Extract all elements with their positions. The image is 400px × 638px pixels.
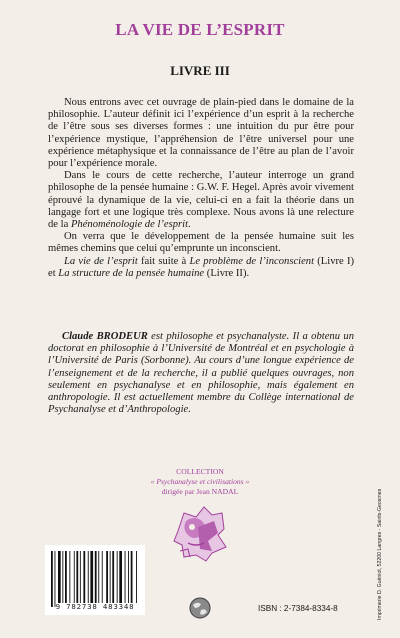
collection-label: COLLECTION [176, 467, 224, 476]
barcode-bar [95, 551, 97, 603]
description-paragraph [48, 170, 354, 231]
barcode-bar [55, 551, 56, 607]
author-name: Claude BRODEUR [62, 331, 148, 342]
book-title: LA VIE DE L’ESPRIT [115, 20, 285, 39]
barcode-bar [69, 551, 70, 603]
barcode-bar [80, 551, 81, 603]
book-subtitle: LIVRE III [170, 63, 230, 78]
italic-title-text: Phénoménologie de l’esprit [70, 219, 189, 231]
barcode-bar [90, 551, 93, 603]
paragraph-text: On verra que le développement de la pensée humaine suit les mêmes chemins que celui qu’emprunte un inconscient. [48, 231, 354, 255]
barcode-bar [117, 551, 118, 603]
barcode-bar [128, 551, 129, 603]
paragraph-text: fait suite à [137, 255, 190, 267]
author-bio [48, 331, 354, 416]
barcode-bar [136, 551, 137, 603]
description-paragraph [48, 97, 354, 170]
barcode-bar [83, 551, 85, 603]
italic-title-text: Le problème de l’inconscient [189, 255, 315, 267]
barcode-bar [106, 551, 108, 603]
barcode-bar [62, 551, 63, 603]
barcode-bar [112, 551, 114, 603]
isbn: ISBN : 2-7384-8334-8 [258, 604, 338, 613]
collection-director: dirigée par Jean NADAL [161, 487, 239, 496]
paragraph-text: Nous entrons avec cet ouvrage de plain-pied dans le domaine de la philosophie. L’auteur définit ici l’expérience d’un esprit à la recherche de l’être sous ses diverses formes : une intuition du pur être pour l’expérience mystique, l’appréhension de l’être universel pour une expérience métaphysique et la connaissance de l’être au plan de l’avoir pour l’expérience morale. [48, 97, 354, 170]
paragraph-text: (Livre I) et [48, 255, 354, 279]
paragraph-text: . [188, 219, 191, 231]
paragraph-text: Dans le cours de cette recherche, l’auteur interroge un grand philosophe de la pensée humaine : G.W. F. Hegel. Après avoir vivement éprouvé la dynamique de la vie, celui-ci en a fait la théorie dans un langage fort et une logique très complexe. Nous avons là une relecture de la [48, 170, 354, 231]
barcode-bar [58, 551, 61, 603]
italic-title-text: La vie de l’esprit [64, 255, 138, 267]
description-paragraph [48, 256, 354, 280]
printer-imprint: Imprimerie D. Guéniot, 52200 Langres - Saints-Geosmes [377, 488, 383, 620]
author-bio-text: est philosophe et psychanalyste. Il a obtenu un doctorat en philosophie à l’Université de Montréal et en psychologie à l’Université de Paris (Sorbonne). Au cours d’une longue expérience de l’enseignement et de la recherche, il a publié quelques ouvrages, non seulement en psychanalyse et en philosophie, mais également en anthropologie. Il est actuellement membre du Collège international de Psychanalyse et d’Anthropologie. [48, 331, 354, 416]
barcode-bar [76, 551, 78, 603]
publisher-globe-icon [188, 596, 212, 620]
paragraph-text: (Livre II). [204, 267, 250, 279]
description-text [48, 97, 354, 280]
barcode-bar [98, 551, 99, 603]
barcode-bar [65, 551, 67, 603]
barcode-bar [131, 551, 133, 603]
barcode-bar [102, 551, 103, 603]
barcode-bar [74, 551, 75, 603]
barcode-digits: 9 782738 483348 [55, 602, 135, 611]
collection-name: « Psychanalyse et civilisations » [150, 477, 250, 486]
barcode-bar [119, 551, 122, 603]
description-paragraph [48, 231, 354, 255]
collection-emblem-icon [168, 501, 232, 565]
barcode-bar [51, 551, 53, 607]
barcode-bar [88, 551, 89, 603]
italic-title-text: La structure de la pensée humaine [58, 267, 205, 279]
barcode-bar [110, 551, 111, 603]
barcode-bar [125, 551, 126, 603]
